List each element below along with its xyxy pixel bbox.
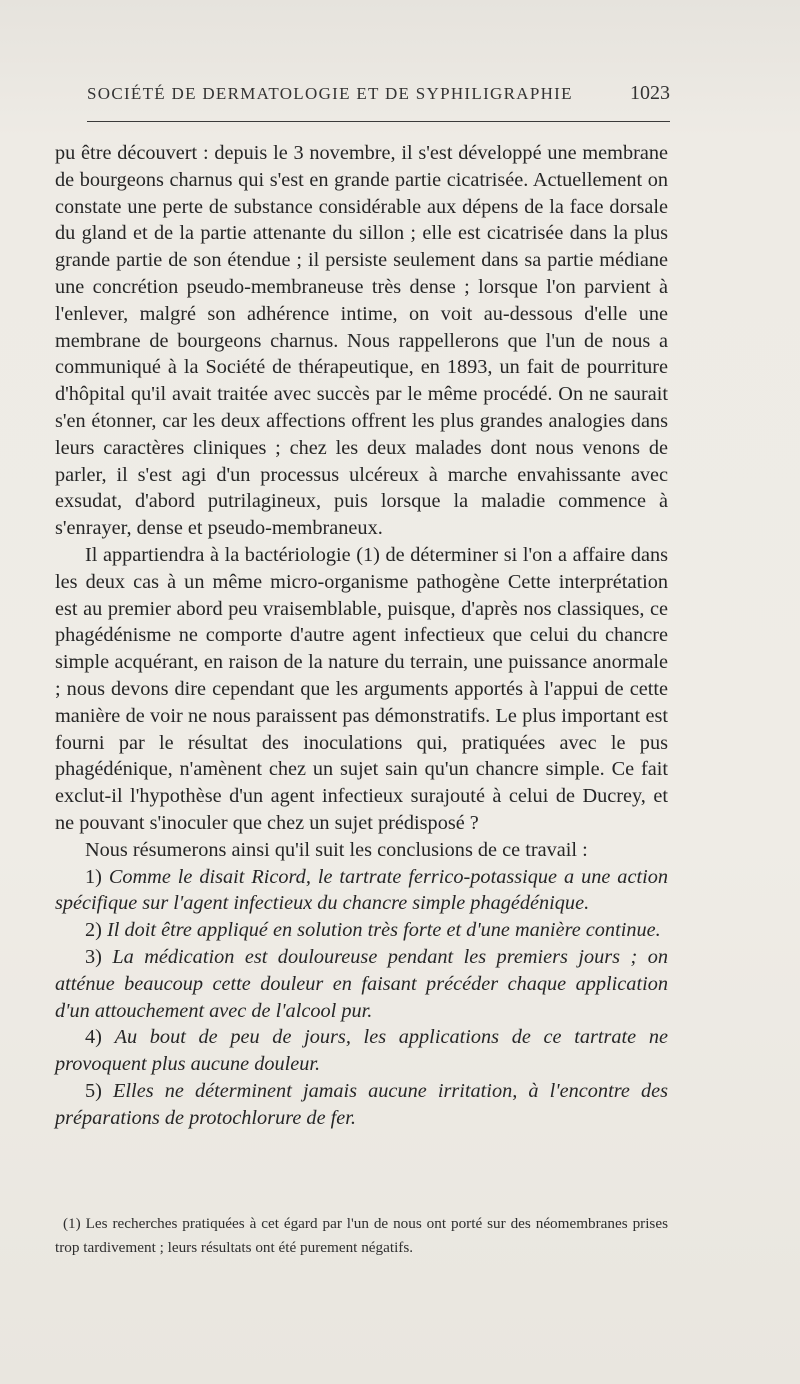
paragraph-bacteriology: Il appartiendra à la bactériologie (1) de déterminer si l'on a affaire dans les deux cas à un même micro-organisme pathogène Cette interprétation est au premier abord peu vraisemblable, puisque, d'après nos classiques, ce phagédénisme ne comporte d'autre agent infectieux que celui du chancre simple acquérant, en raison de la nature du terrain, une puissance anormale ; nous devons dire cependant que les arguments apportés à l'appui de cette manière de voir ne nous paraissent pas démonstratifs. Le plus important est fourni par le résultat des inoculations qui, pratiquées avec le pus phagédénique, n'amènent chez un sujet sain qu'un chancre simple. Ce fait exclut-il l'hypothèse d'un agent infectieux surajouté à celui de Ducrey, et ne pouvant s'inoculer que chez un sujet prédisposé ?	[55, 543, 668, 834]
conclusion-number: 5)	[85, 1079, 102, 1102]
paragraph-continued: pu être découvert : depuis le 3 novembre, il s'est développé une membrane de bourgeons charnus qui s'est en grande partie cicatrisée. Actuellement on constate une perte de substance considérable aux dépens de la face dorsale du gland et de la partie attenante du sillon ; elle est cicatrisée dans la plus grande partie de son étendue ; il persiste seulement dans sa partie médiane une concrétion pseudo-membraneuse très dense ; lorsque l'on parvient à l'enlever, malgré son adhérence intime, on voit au-dessous d'elle une membrane de bourgeons charnus. Nous rappellerons que l'un de nous a communiqué à la Société de thérapeutique, en 1893, un fait de pourriture d'hôpital qu'il avait traitée avec succès par le même procédé. On ne saurait s'en étonner, car les deux affections offrent les plus grandes analogies dans leurs caractères cliniques ; chez les deux malades dont nous venons de parler, il s'est agi d'un processus ulcéreux à marche envahissante avec exsudat, d'abord putrilagineux, puis lorsque la maladie commence à s'enrayer, dense et pseudo-membraneux.	[55, 142, 668, 540]
page-header	[87, 82, 670, 105]
conclusion-item	[55, 944, 668, 1024]
conclusion-item	[55, 1078, 668, 1132]
running-head: SOCIÉTÉ DE DERMATOLOGIE ET DE SYPHILIGRAPHIE	[87, 84, 573, 103]
page-number: 1023	[630, 82, 670, 104]
conclusion-item	[55, 1024, 668, 1078]
conclusion-number: 2)	[85, 919, 102, 942]
conclusion-item	[55, 864, 668, 918]
conclusion-number: 4)	[85, 1026, 102, 1049]
conclusion-text: Au bout de peu de jours, les applications de ce tartrate ne provoquent plus aucune douleur.	[55, 1026, 668, 1076]
conclusion-item	[55, 917, 668, 944]
footnote: (1) Les recherches pratiquées à cet égard par l'un de nous ont porté sur des néomembranes prises trop tardivement ; leurs résultats ont été purement négatifs.	[55, 1215, 668, 1256]
conclusion-number: 1)	[85, 865, 102, 888]
conclusion-text: Il doit être appliqué en solution très forte et d'une manière continue.	[106, 919, 661, 942]
paragraph-conclusions-intro: Nous résumerons ainsi qu'il suit les conclusions de ce travail :	[85, 838, 588, 861]
conclusion-number: 3)	[85, 945, 102, 968]
conclusion-text: Elles ne déterminent jamais aucune irritation, à l'encontre des préparations de protochlorure de fer.	[55, 1079, 668, 1129]
conclusion-text: Comme le disait Ricord, le tartrate ferrico-potassique a une action spécifique sur l'agent infectieux du chancre simple phagédénique.	[55, 865, 668, 915]
header-rule	[87, 121, 670, 122]
conclusion-text: La médication est douloureuse pendant les premiers jours ; on atténue beaucoup cette douleur en faisant précéder chaque application d'un attouchement avec de l'alcool pur.	[55, 945, 669, 1022]
body-text	[55, 140, 668, 1131]
